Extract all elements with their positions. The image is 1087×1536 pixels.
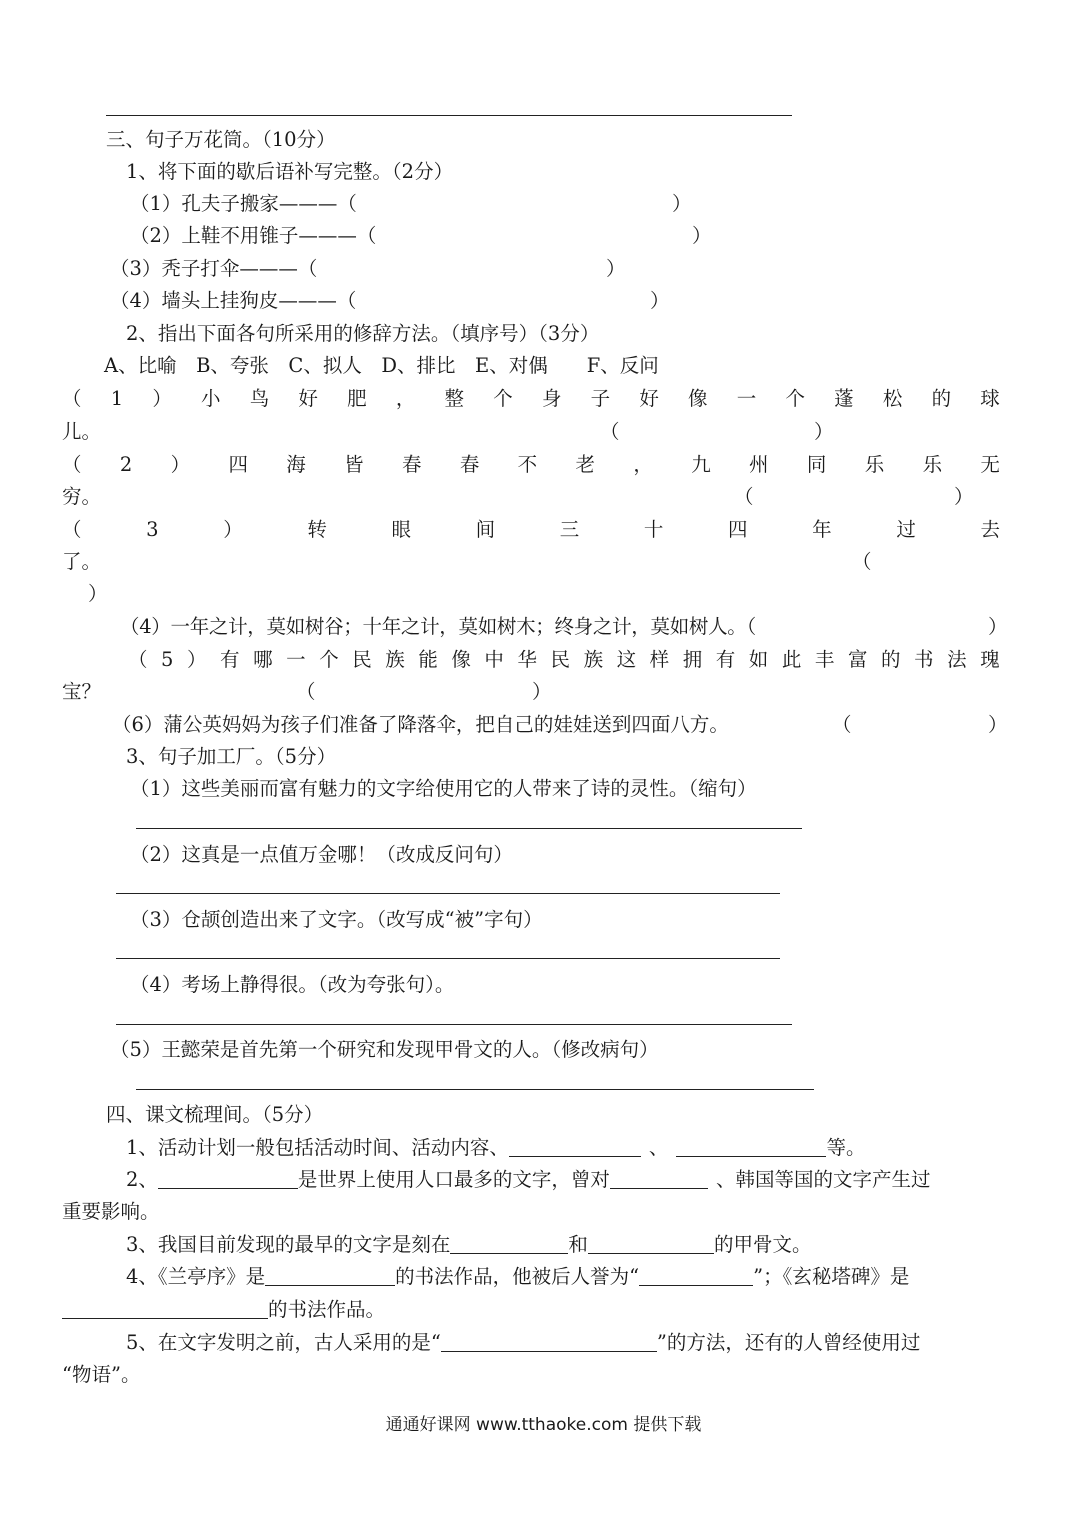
- s1-char: 肥: [347, 387, 367, 410]
- s1-char: 个: [785, 387, 805, 410]
- s4-item-3-blank-2[interactable]: [588, 1233, 714, 1254]
- s1-char: 的: [931, 387, 952, 410]
- q2-sentence-3: [62, 516, 1000, 544]
- s4-item-1-text-a: 1、活动计划一般包括活动时间、活动内容、: [126, 1136, 509, 1159]
- s2-char: 春: [459, 453, 480, 476]
- q1-item-3: （3）秃子打伞———（: [110, 257, 318, 280]
- s4-item-1: [126, 1134, 865, 1162]
- s5-char: 此: [781, 648, 802, 671]
- s4-item-1-blank-1[interactable]: [509, 1136, 641, 1157]
- q2-sentence-5-close: ）: [532, 680, 552, 703]
- s3-char: 过: [896, 518, 916, 541]
- q3-answer-line-2[interactable]: [116, 893, 780, 894]
- q3-answer-line-5[interactable]: [136, 1089, 814, 1090]
- s2-char: ，: [633, 453, 653, 476]
- section4-title: 四、课文梳理间。（5分）: [106, 1103, 324, 1126]
- s4-item-4-text-c: ”；《玄秘塔碑》是: [753, 1265, 910, 1288]
- q1-item-2: （2）上鞋不用锥子———（: [130, 224, 377, 247]
- q3-item-3: （3）仓颉创造出来了文字。（改写成“被”字句）: [130, 908, 543, 931]
- s5-char: 华: [517, 648, 537, 671]
- q1-item-3-close: ）: [606, 257, 626, 280]
- s4-item-3-text-c: 的甲骨文。: [713, 1233, 812, 1256]
- s5-char: 瑰: [980, 648, 1000, 671]
- s4-item-2-text-c: 、韩国等国的文字产生过: [715, 1168, 931, 1191]
- s1-char: 一: [736, 387, 757, 410]
- s1-char: 像: [688, 387, 708, 410]
- s1-char: 好: [298, 387, 318, 410]
- s4-item-1-text-c: 等。: [826, 1136, 866, 1159]
- s5-char: 中: [484, 648, 504, 671]
- s4-item-4-text-a: 4、《兰亭序》是: [126, 1265, 266, 1288]
- q2-options: A、比喻 B、夸张 C、拟人 D、排比 E、对偶 F、反问: [104, 354, 659, 377]
- q2-sentence-4-close: ）: [988, 615, 1008, 638]
- q3-item-4: （4）考场上静得很。（改为夸张句）。: [130, 973, 455, 996]
- q2-sentence-2-end: 穷。: [62, 485, 102, 508]
- s1-char: ，: [395, 387, 416, 410]
- q2-sentence-6-close: ）: [988, 713, 1008, 736]
- q2-sentence-1-open: （: [600, 420, 620, 443]
- s5-char: 法: [947, 648, 967, 671]
- s2-char: 不: [517, 453, 538, 476]
- s4-item-2-blank-2[interactable]: [610, 1168, 708, 1189]
- q1-item-1: （1）孔夫子搬家———（: [130, 192, 357, 215]
- s2-char: 皆: [344, 453, 364, 476]
- s4-item-1-text-b: 、: [648, 1136, 669, 1159]
- s5-char: 样: [649, 648, 670, 671]
- s3-char: 去: [980, 518, 1000, 541]
- s5-char: 族: [583, 648, 604, 671]
- s5-char: ）: [187, 648, 207, 671]
- s1-char: 子: [590, 387, 611, 410]
- q2-sentence-6-open: （: [832, 713, 852, 736]
- s4-item-5-cont: “物语”。: [62, 1363, 141, 1386]
- s5-char: 如: [748, 648, 769, 671]
- s2-char: 乐: [922, 453, 943, 476]
- s1-char: 1: [110, 387, 124, 410]
- s4-item-5: [126, 1329, 920, 1357]
- q2-sentence-6: （6）蒲公英妈妈为孩子们准备了降落伞，把自己的娃娃送到四面八方。: [112, 713, 729, 736]
- q1-item-1-close: ）: [672, 192, 692, 215]
- section3-title: 三、句子万花筒。（10分）: [106, 128, 336, 151]
- s1-char: 蓬: [834, 387, 854, 410]
- s4-item-4-blank-2[interactable]: [639, 1265, 753, 1286]
- q2-sentence-4: （4）一年之计，莫如树谷；十年之计，莫如树木；终身之计，莫如树人。（: [120, 615, 756, 638]
- s5-char: 书: [914, 648, 934, 671]
- s4-item-1-blank-2[interactable]: [676, 1136, 826, 1157]
- q2-sentence-2-open: （: [734, 485, 754, 508]
- s3-char: 眼: [391, 518, 411, 541]
- q1-item-4: （4）墙头上挂狗皮———（: [110, 289, 357, 312]
- q3-title: 3、句子加工厂。（5分）: [126, 745, 337, 768]
- s3-char: 转: [307, 518, 327, 541]
- q3-answer-line-3[interactable]: [116, 958, 780, 959]
- q2-sentence-3-close: ）: [88, 582, 108, 605]
- s2-char: 无: [980, 453, 1000, 476]
- s5-char: 有: [220, 648, 240, 671]
- s4-item-4: [126, 1263, 909, 1291]
- s3-char: 四: [728, 518, 748, 541]
- s2-char: 同: [806, 453, 827, 476]
- q1-title: 1、将下面的歇后语补写完整。（2分）: [126, 160, 454, 183]
- s4-item-3: [126, 1231, 811, 1259]
- q2-sentence-1-end: 儿。: [62, 420, 102, 443]
- s1-char: 个: [493, 387, 513, 410]
- s2-char: ）: [170, 453, 191, 476]
- s5-char: 哪: [253, 648, 273, 671]
- s1-char: 好: [639, 387, 659, 410]
- q2-sentence-5: [128, 646, 1000, 674]
- s2-char: 九: [691, 453, 711, 476]
- s2-char: （: [62, 453, 82, 476]
- s2-char: 州: [749, 453, 769, 476]
- q3-item-1: （1）这些美丽而富有魅力的文字给使用它的人带来了诗的灵性。（缩句）: [130, 777, 757, 800]
- s4-item-4-blank-1[interactable]: [265, 1265, 395, 1286]
- s2-char: 老: [575, 453, 596, 476]
- s4-item-2-blank-1[interactable]: [158, 1168, 298, 1189]
- q2-title: 2、指出下面各句所采用的修辞方法。（填序号）（3分）: [126, 322, 600, 345]
- q3-item-2: （2）这真是一点值万金哪！（改成反问句）: [130, 843, 513, 866]
- s5-char: 像: [451, 648, 471, 671]
- s5-char: 民: [550, 648, 571, 671]
- s5-char: 富: [847, 648, 868, 671]
- s5-char: 5: [161, 648, 174, 671]
- s1-char: ）: [152, 387, 172, 410]
- s4-item-4-text-d: 的书法作品。: [268, 1298, 386, 1321]
- s4-item-5-text-a: 5、在文字发明之前，古人采用的是“: [126, 1331, 441, 1354]
- s5-char: 有: [715, 648, 736, 671]
- s3-char: （: [62, 518, 82, 541]
- s2-char: 海: [286, 453, 306, 476]
- s5-char: 拥: [682, 648, 703, 671]
- q2-sentence-5-end: 宝？: [62, 680, 102, 703]
- s4-item-3-blank-1[interactable]: [450, 1233, 568, 1254]
- q1-item-2-close: ）: [692, 224, 712, 247]
- s1-char: 身: [541, 387, 562, 410]
- s4-item-2-cont: 重要影响。: [62, 1200, 160, 1223]
- q2-sentence-3-open: （: [852, 550, 872, 573]
- s5-char: 的: [880, 648, 901, 671]
- s3-char: 间: [475, 518, 496, 541]
- s1-char: 鸟: [249, 387, 270, 410]
- s2-char: 乐: [864, 453, 885, 476]
- s5-char: 一: [286, 648, 306, 671]
- s1-char: 松: [882, 387, 903, 410]
- q2-sentence-1-close: ）: [814, 420, 834, 443]
- q2-sentence-2: [62, 451, 1000, 479]
- q2-sentence-1: [62, 385, 1000, 413]
- s5-char: 族: [385, 648, 405, 671]
- s5-char: 这: [616, 648, 637, 671]
- s4-item-5-text-b: ”的方法，还有的人曾经使用过: [656, 1331, 921, 1354]
- s4-item-2-text-b: 是世界上使用人口最多的文字，曾对: [297, 1168, 610, 1191]
- s5-char: （: [128, 648, 148, 671]
- s3-char: 年: [812, 518, 832, 541]
- s1-char: 小: [201, 387, 221, 410]
- s2-char: 春: [401, 453, 422, 476]
- s3-char: 三: [559, 518, 580, 541]
- s1-char: （: [62, 387, 82, 410]
- s5-char: 个: [319, 648, 339, 671]
- s4-item-3-text-b: 和: [568, 1233, 588, 1256]
- s4-item-2-text-a: 2、: [126, 1168, 158, 1191]
- s3-char: ）: [223, 518, 243, 541]
- q1-item-4-close: ）: [650, 289, 670, 312]
- s2-char: 四: [228, 453, 248, 476]
- s4-item-4-cont: [62, 1296, 385, 1324]
- s4-item-5-blank-1[interactable]: [441, 1331, 657, 1352]
- s4-item-4-text-b: 的书法作品，他被后人誉为“: [395, 1265, 640, 1288]
- q3-answer-line-1[interactable]: [136, 828, 802, 829]
- q2-sentence-5-open: （: [296, 680, 316, 703]
- answer-line-top: [106, 115, 792, 116]
- s4-item-3-text-a: 3、我国目前发现的最早的文字是刻在: [126, 1233, 451, 1256]
- page-footer: 通通好课网 www.tthaoke.com 提供下载: [385, 1415, 702, 1435]
- q2-sentence-3-end: 了。: [62, 550, 102, 573]
- s4-item-2: [126, 1166, 930, 1194]
- s1-char: 球: [980, 387, 1000, 410]
- s1-char: 整: [444, 387, 465, 410]
- s5-char: 民: [352, 648, 372, 671]
- s5-char: 丰: [814, 648, 835, 671]
- q2-sentence-2-close: ）: [954, 485, 974, 508]
- s2-char: 2: [119, 453, 133, 476]
- s3-char: 3: [146, 518, 159, 541]
- q3-answer-line-4[interactable]: [116, 1024, 792, 1025]
- s4-item-4-blank-3[interactable]: [62, 1298, 268, 1319]
- s3-char: 十: [643, 518, 664, 541]
- q3-item-5: （5）王懿荣是首先第一个研究和发现甲骨文的人。（修改病句）: [110, 1038, 659, 1061]
- s5-char: 能: [418, 648, 438, 671]
